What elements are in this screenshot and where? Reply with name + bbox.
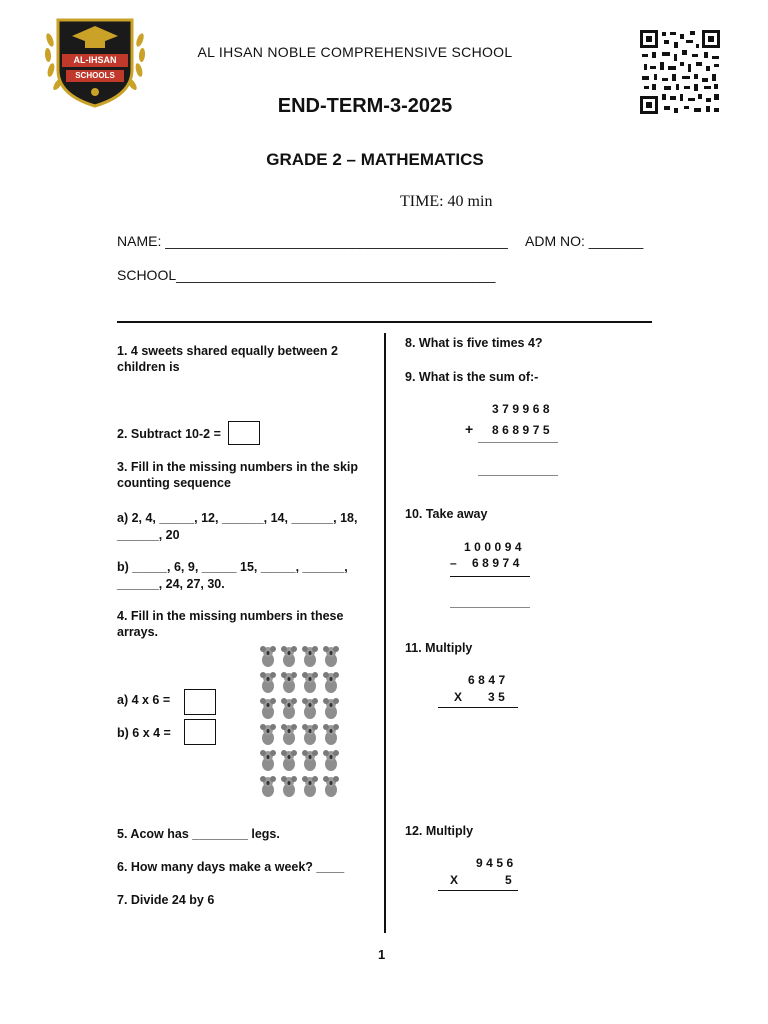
- answer-box-q2[interactable]: [228, 421, 260, 445]
- q10-minus-sign: –: [450, 556, 461, 570]
- koala-icon: [323, 776, 339, 797]
- question-5: 5. Acow has ________ legs.: [117, 827, 280, 841]
- koala-icon: [323, 672, 339, 693]
- koala-icon: [260, 750, 276, 771]
- question-12: 12. Multiply: [405, 824, 474, 838]
- q11-product-line: [438, 707, 518, 708]
- q9-answer-line[interactable]: [478, 475, 558, 476]
- answer-box-q4b[interactable]: [184, 719, 216, 745]
- koala-icon: [281, 750, 297, 771]
- q10-answer-line[interactable]: [450, 607, 530, 608]
- name-field[interactable]: NAME: ____________________________________________: [117, 233, 508, 249]
- koala-icon: [260, 724, 276, 745]
- koala-icon: [260, 698, 276, 719]
- adm-no-field[interactable]: ADM NO: _______: [525, 233, 644, 249]
- question-4b: b) 6 x 4 =: [117, 726, 171, 740]
- koala-icon: [302, 750, 318, 771]
- question-4a: a) 4 x 6 =: [117, 693, 171, 707]
- koala-icon: [281, 672, 297, 693]
- school-name: AL IHSAN NOBLE COMPREHENSIVE SCHOOL: [197, 44, 513, 60]
- koala-icon: [323, 724, 339, 745]
- question-3a: a) 2, 4, _____, 12, ______, 14, ______, 18, ______, 20: [117, 511, 358, 542]
- q12-product-line: [438, 890, 518, 891]
- koala-array-image: [258, 642, 344, 798]
- qr-code-icon: [638, 28, 722, 116]
- logo-text-bottom: SCHOOLS: [75, 71, 115, 80]
- question-1: 1. 4 sweets shared equally between 2 children is: [117, 344, 338, 374]
- koala-icon: [260, 672, 276, 693]
- time-allowed: TIME: 40 min: [400, 193, 493, 210]
- answer-box-q4a[interactable]: [184, 689, 216, 715]
- q12-multiplier: 5: [505, 873, 516, 887]
- q10-difference-line: [450, 576, 530, 577]
- q9-addend-bottom: 868975: [492, 423, 554, 437]
- exam-title: END-TERM-3-2025: [277, 95, 453, 117]
- koala-icon: [281, 724, 297, 745]
- page-number: 1: [378, 947, 386, 962]
- q9-addend-top: 379968: [492, 402, 554, 416]
- koala-icon: [323, 750, 339, 771]
- koala-icon: [260, 646, 276, 667]
- school-field[interactable]: SCHOOL_________________________________________: [117, 267, 496, 283]
- question-11: 11. Multiply: [405, 641, 473, 655]
- koala-icon: [260, 776, 276, 797]
- question-2: 2. Subtract 10-2 =: [117, 427, 221, 441]
- q10-subtrahend: 68974: [472, 556, 523, 570]
- q11-multiplier: 35: [488, 690, 509, 704]
- koala-icon: [302, 724, 318, 745]
- q9-plus-sign: +: [465, 421, 477, 437]
- q11-multiplicand: 6847: [468, 673, 509, 687]
- koala-icon: [323, 698, 339, 719]
- koala-icon: [302, 646, 318, 667]
- question-7: 7. Divide 24 by 6: [117, 893, 215, 907]
- question-3b: b) _____, 6, 9, _____ 15, _____, ______, ______, 24, 27, 30.: [117, 560, 348, 591]
- koala-icon: [281, 646, 297, 667]
- subject-title: GRADE 2 – MATHEMATICS: [266, 150, 484, 169]
- q9-sum-line: [478, 442, 558, 443]
- question-10: 10. Take away: [405, 507, 488, 521]
- koala-icon: [302, 672, 318, 693]
- logo-text-top: AL-IHSAN: [73, 55, 117, 65]
- header-divider: [117, 321, 652, 323]
- koala-icon: [281, 776, 297, 797]
- q11-times-sign: X: [454, 690, 466, 704]
- koala-icon: [281, 698, 297, 719]
- question-8: 8. What is five times 4?: [405, 336, 543, 350]
- q12-times-sign: X: [450, 873, 462, 887]
- question-3: 3. Fill in the missing numbers in the skip counting sequence: [117, 460, 359, 490]
- school-logo: [40, 10, 150, 110]
- koala-icon: [323, 646, 339, 667]
- koala-icon: [302, 776, 318, 797]
- column-divider: [384, 333, 386, 933]
- q12-multiplicand: 9456: [476, 856, 517, 870]
- question-4: 4. Fill in the missing numbers in these arrays.: [117, 609, 344, 639]
- koala-icon: [302, 698, 318, 719]
- question-9: 9. What is the sum of:-: [405, 370, 539, 384]
- question-6: 6. How many days make a week? ____: [117, 860, 345, 874]
- q10-minuend: 100094: [464, 540, 526, 554]
